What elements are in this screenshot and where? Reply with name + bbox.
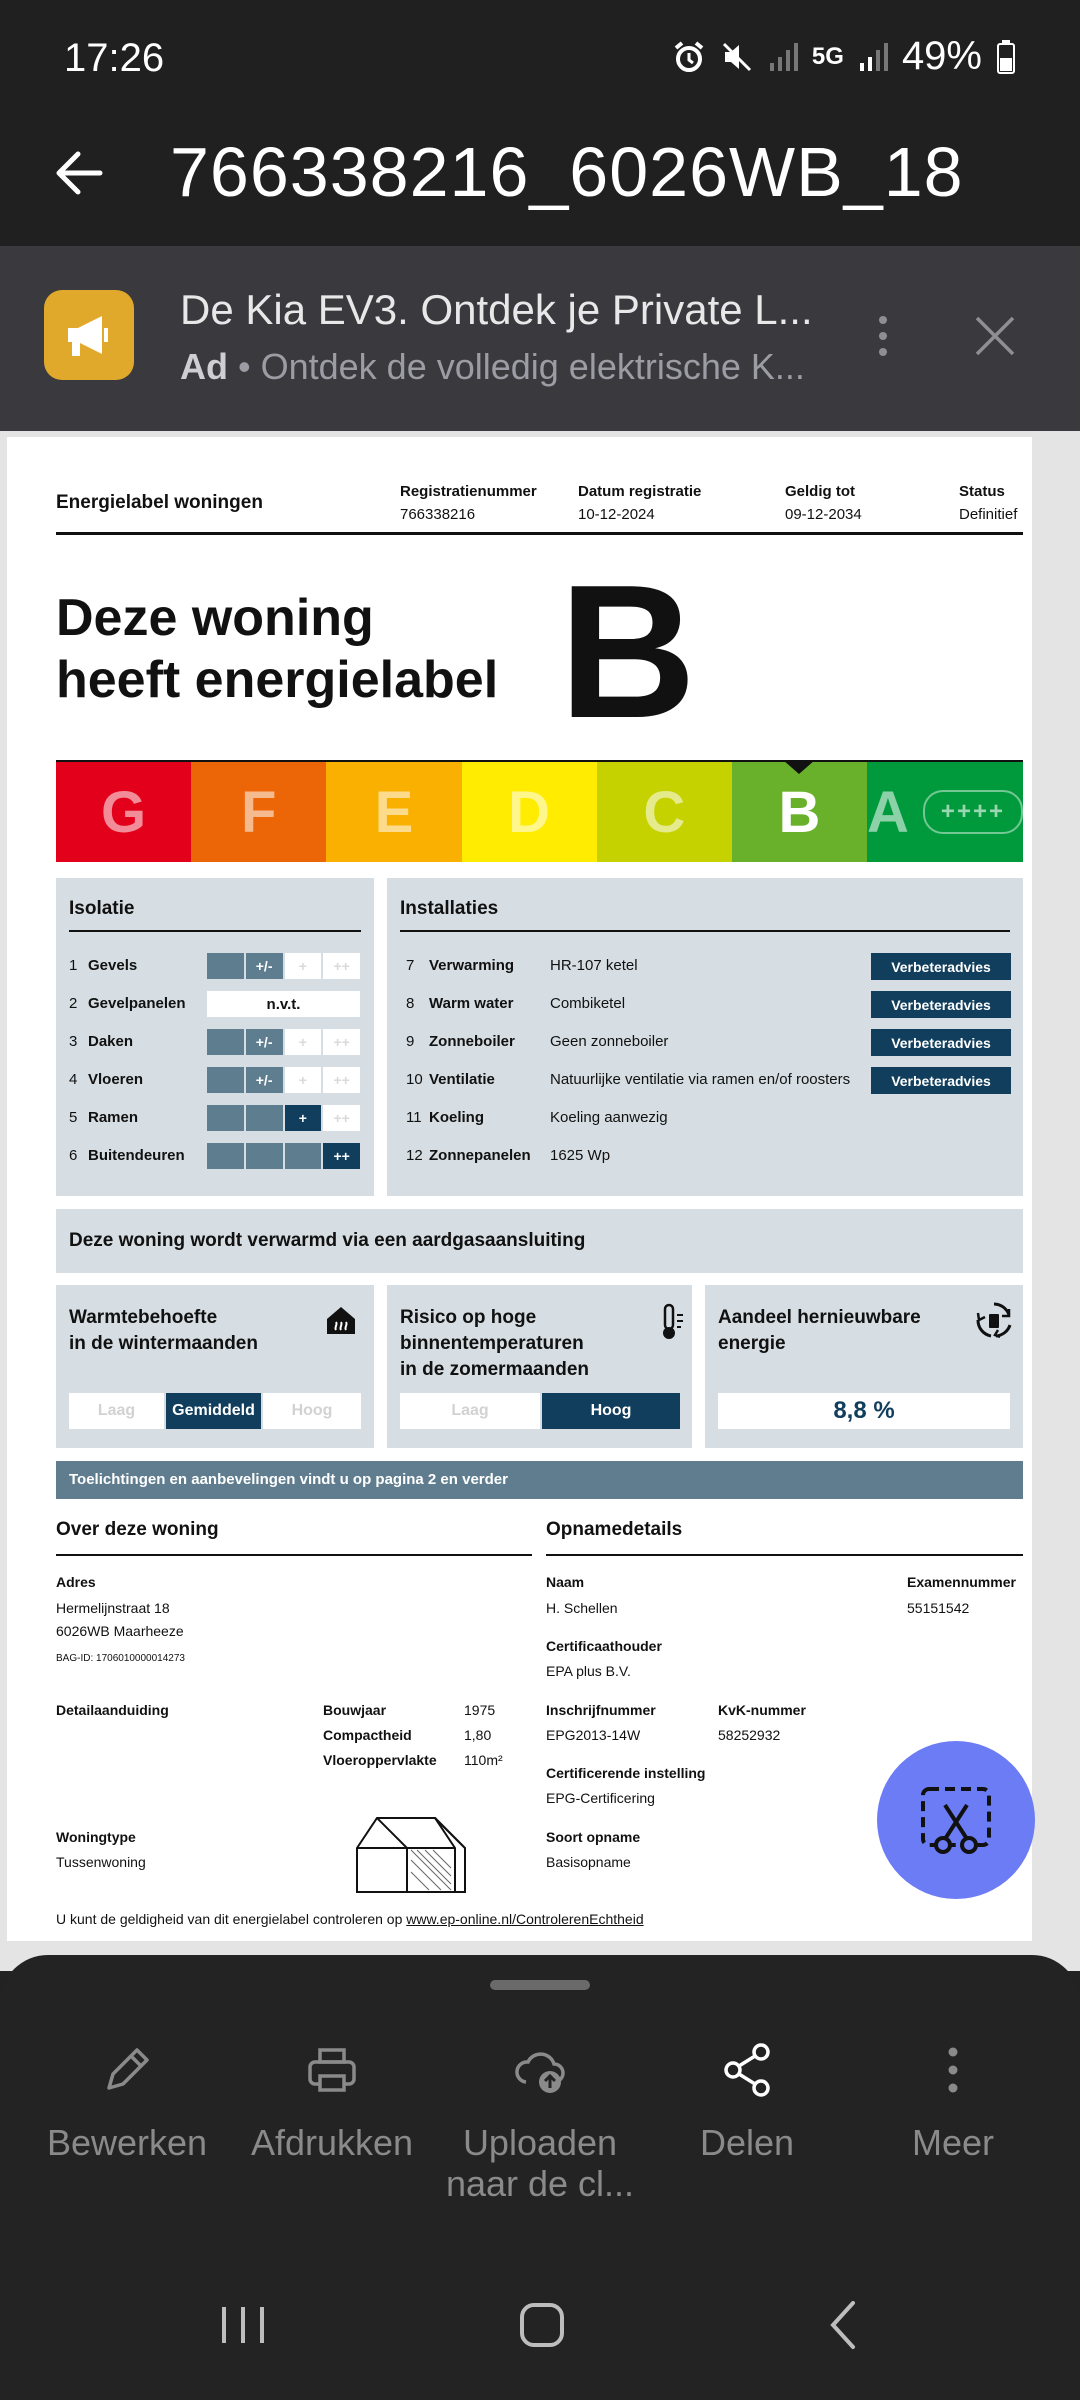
meter-cell: ++ bbox=[323, 1067, 360, 1093]
insulation-meter bbox=[207, 953, 360, 979]
row-label: Gevels bbox=[88, 957, 138, 974]
row-number: 9 bbox=[406, 1033, 415, 1050]
home-icon[interactable] bbox=[512, 2295, 572, 2355]
meter-cell bbox=[246, 1105, 283, 1131]
house-type-icon bbox=[355, 1814, 485, 1896]
bag-id: BAG-ID: 1706010000014273 bbox=[56, 1653, 185, 1664]
header-label: Registratienummer bbox=[400, 483, 537, 500]
meter-cell: +/- bbox=[246, 953, 283, 979]
section-rule bbox=[56, 1554, 532, 1556]
capture-button[interactable] bbox=[877, 1741, 1035, 1899]
row-number: 10 bbox=[406, 1071, 423, 1088]
scale-segment bbox=[191, 762, 326, 862]
battery-level: 49% bbox=[901, 34, 982, 78]
footer-link[interactable]: www.ep-online.nl/ControlerenEchtheid bbox=[406, 1911, 644, 1927]
bouwjaar-label: Bouwjaar bbox=[323, 1702, 387, 1718]
scale-plus-badge: ++++ bbox=[923, 790, 1023, 834]
row-label: Warm water bbox=[429, 995, 514, 1012]
option-gemiddeld: Gemiddeld bbox=[166, 1393, 261, 1429]
navigation-bar bbox=[0, 2250, 1080, 2400]
meter-cell bbox=[207, 1067, 244, 1093]
print-button[interactable] bbox=[232, 2040, 432, 2164]
scale-letter: C bbox=[643, 779, 686, 845]
insulation-meter bbox=[207, 1029, 360, 1055]
instelling-label: Certificerende instelling bbox=[546, 1765, 706, 1781]
printer-icon bbox=[302, 2040, 362, 2100]
panel-title-line: binnentemperaturen bbox=[400, 1333, 584, 1354]
panel-title bbox=[718, 1305, 921, 1357]
row-value: Natuurlijke ventilatie via ramen en/of roosters bbox=[550, 1071, 851, 1088]
meter-cell: ++ bbox=[323, 953, 360, 979]
row-label: Verwarming bbox=[429, 957, 515, 974]
signal-icon bbox=[858, 41, 888, 73]
alarm-icon bbox=[672, 40, 706, 74]
section-title: Opnamedetails bbox=[546, 1519, 683, 1540]
kvk-value: 58252932 bbox=[718, 1727, 781, 1743]
header-value: 09-12-2034 bbox=[785, 506, 862, 523]
naam-label: Naam bbox=[546, 1574, 585, 1590]
document-title: 766338216_6026WB_18 bbox=[170, 133, 964, 211]
option-hoog: Hoog bbox=[263, 1393, 361, 1429]
pencil-icon bbox=[97, 2040, 157, 2100]
scale-letter: G bbox=[101, 779, 147, 845]
back-arrow-icon[interactable] bbox=[46, 138, 116, 208]
renewable-share: 8,8 % bbox=[718, 1393, 1010, 1429]
row-number: 5 bbox=[69, 1109, 78, 1126]
adres-label: Adres bbox=[56, 1574, 96, 1590]
upload-label: Uploaden naar de cl... bbox=[445, 2122, 635, 2205]
edit-button[interactable] bbox=[27, 2040, 227, 2164]
cert-value: EPA plus B.V. bbox=[546, 1663, 631, 1679]
soort-label: Soort opname bbox=[546, 1829, 641, 1845]
upload-button[interactable] bbox=[440, 2040, 640, 2205]
print-label: Afdrukken bbox=[250, 2122, 414, 2163]
megaphone-icon bbox=[44, 290, 134, 380]
footer-text: U kunt de geldigheid van dit energielabel controleren op bbox=[56, 1911, 407, 1927]
panel-rule bbox=[400, 930, 1010, 932]
status-icons bbox=[672, 34, 1016, 79]
row-label: Vloeren bbox=[88, 1071, 144, 1088]
row-number: 1 bbox=[69, 957, 78, 974]
header-rule bbox=[56, 532, 1023, 535]
row-label: Daken bbox=[88, 1033, 134, 1050]
recent-apps-icon[interactable] bbox=[210, 2295, 276, 2355]
scale-letter: D bbox=[508, 779, 551, 845]
share-button[interactable] bbox=[647, 2040, 847, 2164]
row-label: Ramen bbox=[88, 1109, 139, 1126]
back-icon[interactable] bbox=[815, 2295, 875, 2355]
scale-letter: F bbox=[241, 779, 277, 845]
instelling-value: EPG-Certificering bbox=[546, 1790, 655, 1806]
option-laag: Laag bbox=[400, 1393, 540, 1429]
row-number: 6 bbox=[69, 1147, 78, 1164]
verbeteradvies-button[interactable]: Verbeteradvies bbox=[871, 1067, 1011, 1094]
meter-cell bbox=[207, 1105, 244, 1131]
insulation-meter bbox=[207, 1105, 360, 1131]
drag-handle[interactable] bbox=[490, 1980, 590, 1990]
energy-label-page[interactable] bbox=[7, 437, 1032, 1941]
row-label: Zonneboiler bbox=[429, 1033, 515, 1050]
meter-cell bbox=[285, 1143, 322, 1169]
panel-title-line: energie bbox=[718, 1333, 786, 1354]
share-label: Delen bbox=[699, 2122, 795, 2163]
renewable-cycle-icon bbox=[973, 1299, 1015, 1341]
scale-segment bbox=[597, 762, 732, 862]
row-number: 12 bbox=[406, 1147, 423, 1164]
row-value: 1625 Wp bbox=[550, 1147, 611, 1164]
detail-label: Detailaanduiding bbox=[56, 1702, 169, 1718]
panel-title: Isolatie bbox=[69, 898, 135, 919]
insulation-meter bbox=[207, 1067, 360, 1093]
section-title: Over deze woning bbox=[56, 1519, 219, 1540]
inschrijf-label: Inschrijfnummer bbox=[546, 1702, 656, 1718]
scale-segment bbox=[732, 762, 867, 862]
panel-title: Installaties bbox=[400, 898, 499, 919]
energy-scale bbox=[56, 762, 1023, 862]
house-heat-icon bbox=[324, 1303, 358, 1337]
cert-label: Certificaathouder bbox=[546, 1638, 662, 1654]
share-icon bbox=[717, 2040, 777, 2100]
mute-icon bbox=[720, 40, 754, 74]
panel-rule bbox=[69, 930, 361, 932]
more-button[interactable] bbox=[853, 2040, 1053, 2164]
scale-letter: A bbox=[867, 779, 909, 845]
installaties-panel bbox=[387, 878, 1023, 1196]
vloer-value: 110m² bbox=[464, 1752, 503, 1768]
more-label: Meer bbox=[911, 2122, 995, 2163]
panel-title-line: in de wintermaanden bbox=[69, 1333, 258, 1354]
meter-cell bbox=[207, 953, 244, 979]
compact-label: Compactheid bbox=[323, 1727, 412, 1743]
scale-letter: B bbox=[778, 779, 821, 845]
row-label: Ventilatie bbox=[429, 1071, 495, 1088]
kvk-label: KvK-nummer bbox=[718, 1702, 806, 1718]
verbeteradvies-button[interactable]: Verbeteradvies bbox=[871, 1029, 1011, 1056]
meter-cell: + bbox=[285, 953, 322, 979]
meter-cell bbox=[207, 1029, 244, 1055]
adres-line: Hermelijnstraat 18 bbox=[56, 1600, 170, 1616]
row-number: 8 bbox=[406, 995, 415, 1012]
meter-cell: + bbox=[285, 1105, 322, 1131]
row-label: Gevelpanelen bbox=[88, 995, 186, 1012]
verbeteradvies-button[interactable]: Verbeteradvies bbox=[871, 953, 1011, 980]
header-value: Definitief bbox=[959, 506, 1018, 523]
bouwjaar-value: 1975 bbox=[464, 1702, 496, 1718]
row-label: Buitendeuren bbox=[88, 1147, 185, 1164]
ad-description: Ontdek de volledig elektrische K... bbox=[260, 346, 805, 387]
row-number: 11 bbox=[406, 1109, 422, 1126]
status-bar bbox=[0, 0, 1080, 120]
section-rule bbox=[546, 1554, 1023, 1556]
meter-cell: + bbox=[285, 1029, 322, 1055]
header-label: Datum registratie bbox=[578, 483, 702, 500]
header-value: 10-12-2024 bbox=[578, 506, 655, 523]
examen-value: 55151542 bbox=[907, 1600, 970, 1616]
hernieuwbaar-panel bbox=[705, 1285, 1023, 1448]
heating-note: Deze woning wordt verwarmd via een aardgasaansluiting bbox=[69, 1230, 586, 1251]
battery-icon bbox=[996, 40, 1016, 74]
top-app-bar bbox=[0, 120, 1080, 246]
vloer-label: Vloeroppervlakte bbox=[323, 1752, 437, 1768]
thermometer-icon bbox=[655, 1303, 685, 1341]
row-label: Zonnepanelen bbox=[429, 1147, 531, 1164]
woningtype-value: Tussenwoning bbox=[56, 1854, 146, 1870]
header-label: Status bbox=[959, 483, 1005, 500]
signal-icon bbox=[768, 41, 798, 73]
panel-title-line: Risico op hoge bbox=[400, 1307, 537, 1328]
more-vertical-icon[interactable] bbox=[868, 306, 898, 366]
compact-value: 1,80 bbox=[464, 1727, 492, 1743]
insulation-meter bbox=[207, 1143, 360, 1169]
scale-segment bbox=[462, 762, 597, 862]
soort-value: Basisopname bbox=[546, 1854, 631, 1870]
inschrijf-value: EPG2013-14W bbox=[546, 1727, 641, 1743]
meter-cell: +/- bbox=[246, 1029, 283, 1055]
row-value: n.v.t. bbox=[207, 991, 360, 1017]
headline-line: heeft energielabel bbox=[56, 651, 499, 710]
energy-rating: B bbox=[559, 546, 697, 758]
row-value: Koeling aanwezig bbox=[550, 1109, 668, 1126]
header-value: 766338216 bbox=[400, 506, 476, 523]
meter-cell: ++ bbox=[323, 1105, 360, 1131]
verbeteradvies-button[interactable]: Verbeteradvies bbox=[871, 991, 1011, 1018]
clock: 17:26 bbox=[64, 36, 165, 80]
action-sheet bbox=[0, 1955, 1080, 2250]
option-laag: Laag bbox=[69, 1393, 164, 1429]
edit-label: Bewerken bbox=[46, 2122, 208, 2163]
panel-title-line: in de zomermaanden bbox=[400, 1359, 589, 1380]
ad-subtitle[interactable]: Ad • Ontdek de volledig elektrische K... bbox=[180, 346, 805, 387]
row-number: 4 bbox=[69, 1071, 78, 1088]
row-label: Koeling bbox=[429, 1109, 484, 1126]
panel-title bbox=[69, 1305, 258, 1357]
cloud-upload-icon bbox=[510, 2040, 570, 2100]
risico-panel bbox=[387, 1285, 692, 1448]
row-value: Combiketel bbox=[550, 995, 626, 1012]
ad-badge: Ad bbox=[180, 346, 228, 387]
ad-title[interactable]: De Kia EV3. Ontdek je Private L... bbox=[180, 286, 813, 333]
close-icon[interactable] bbox=[970, 306, 1020, 366]
panel-title bbox=[400, 1305, 589, 1383]
row-number: 3 bbox=[69, 1033, 78, 1050]
row-number: 7 bbox=[406, 957, 415, 974]
row-number: 2 bbox=[69, 995, 78, 1012]
woningtype-label: Woningtype bbox=[56, 1829, 136, 1845]
row-value: HR-107 ketel bbox=[550, 957, 638, 974]
headline bbox=[56, 587, 498, 712]
panel-title-line: Warmtebehoefte bbox=[69, 1307, 218, 1328]
isolatie-panel bbox=[56, 878, 374, 1196]
panel-title-line: Aandeel hernieuwbare bbox=[718, 1307, 921, 1328]
naam-value: H. Schellen bbox=[546, 1600, 618, 1616]
info-bar-text: Toelichtingen en aanbevelingen vindt u op pagina 2 en verder bbox=[69, 1471, 508, 1488]
meter-cell: + bbox=[285, 1067, 322, 1093]
heating-note-panel bbox=[56, 1209, 1023, 1273]
scale-segment bbox=[867, 762, 1023, 862]
scale-letter: E bbox=[374, 779, 414, 845]
meter-cell bbox=[207, 1143, 244, 1169]
adres-line: 6026WB Maarheeze bbox=[56, 1623, 184, 1639]
header-label: Geldig tot bbox=[785, 483, 855, 500]
doc-type: Energielabel woningen bbox=[56, 492, 263, 513]
more-vertical-icon bbox=[923, 2040, 983, 2100]
headline-line: Deze woning bbox=[56, 589, 374, 647]
screenshot-scissors-icon bbox=[877, 1741, 1035, 1899]
meter-cell: ++ bbox=[323, 1029, 360, 1055]
footer-note bbox=[56, 1911, 644, 1927]
option-hoog: Hoog bbox=[542, 1393, 680, 1429]
scale-segment bbox=[326, 762, 461, 862]
info-bar bbox=[56, 1461, 1023, 1499]
warmtebehoefte-panel bbox=[56, 1285, 374, 1448]
row-value: Geen zonneboiler bbox=[550, 1033, 669, 1050]
network-type: 5G bbox=[811, 42, 844, 70]
meter-cell: ++ bbox=[323, 1143, 360, 1169]
examen-label: Examennummer bbox=[907, 1574, 1016, 1590]
meter-cell bbox=[246, 1143, 283, 1169]
scale-segment bbox=[56, 762, 191, 862]
ad-banner[interactable] bbox=[0, 246, 1080, 431]
meter-cell: +/- bbox=[246, 1067, 283, 1093]
